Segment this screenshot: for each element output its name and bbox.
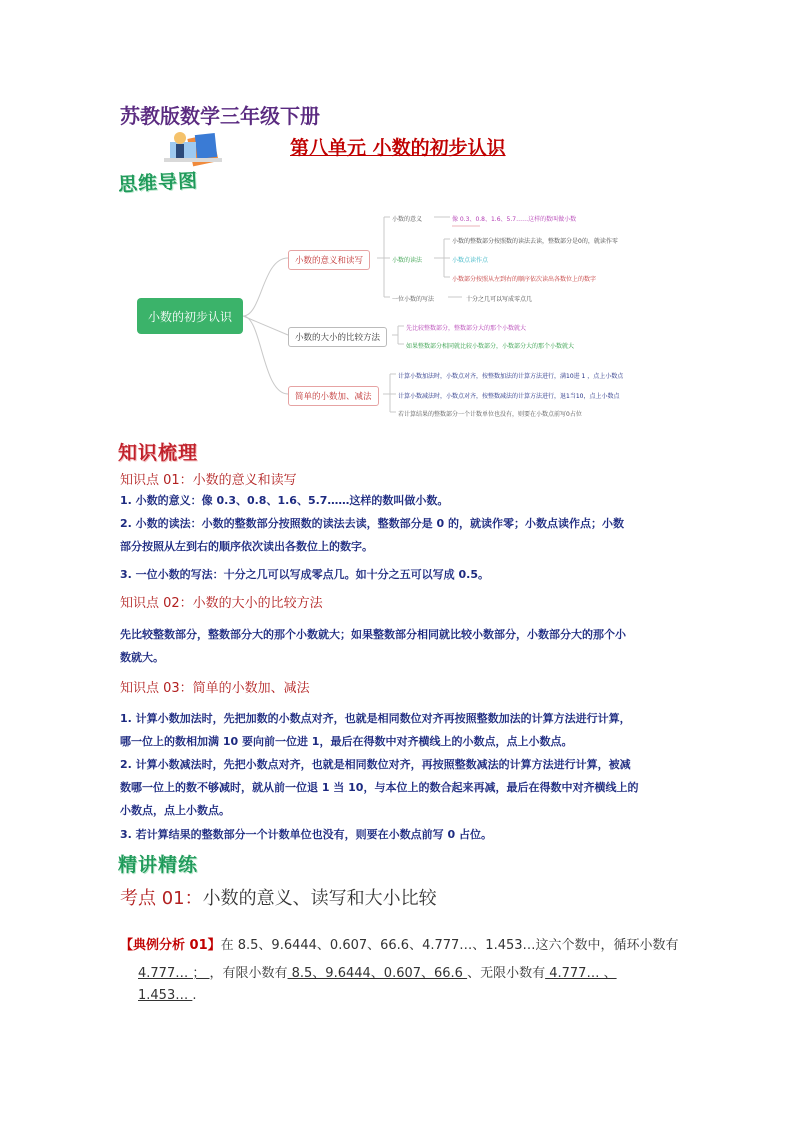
kp3-line-3: 2. 计算小数减法时，先把小数点对齐，也就是相同数位对齐，再按照整数减法的计算方法进行计算，被减 xyxy=(120,758,631,771)
example-tag: 【典例分析 01】 xyxy=(120,938,221,953)
mindmap-leaf-writing: 十分之几可以写成零点几 xyxy=(466,296,533,303)
kp3-line-1: 1. 计算小数加法时，先把加数的小数点对齐，也就是相同数位对齐再按照整数加法的计算方法进行计算， xyxy=(120,712,631,725)
example-line-2 xyxy=(138,962,617,981)
book-title: 苏教版数学三年级下册 xyxy=(120,104,320,128)
kp3-line-2: 哪一位上的数相加满 10 要向前一位进 1，最后在得数中对齐横线上的小数点，点上小数点。 xyxy=(120,735,573,748)
practice-section-tag: 精讲精练 xyxy=(118,854,199,876)
kp1-line-2: 2. 小数的读法：小数的整数部分按照数的读法去读，整数部分是 0 的，就读作零；小数点读作点；小数 xyxy=(120,517,624,530)
mindmap-root: 小数的初步认识 xyxy=(137,298,243,334)
mindmap-leaf-reading-2: 小数点读作点 xyxy=(452,257,489,264)
kp3-line-6: 3. 若计算结果的整数部分一个计数单位也没有，则要在小数点前写 0 占位。 xyxy=(120,828,492,841)
example-text: 在 8.5、9.6444、0.607、66.6、4.777…、1.453…这六个数中，循环小数有 xyxy=(220,938,679,953)
knowledge-section-tag: 知识梳理 xyxy=(118,442,199,464)
mindmap-leaf-compare-1: 先比较整数部分，整数部分大的那个小数就大 xyxy=(406,325,527,332)
answer-infinite-1: 4.777… 、 xyxy=(545,966,617,981)
mindmap-leaf-zero: 若计算结果的整数部分一个计数单位也没有，则要在小数点前写0占位 xyxy=(398,411,582,418)
kp3-line-5: 小数点，点上小数点。 xyxy=(120,804,230,817)
answer-infinite-2: 1.453… xyxy=(138,988,193,1003)
example-text-mid1: ，有限小数有 xyxy=(209,966,288,981)
kaodian-text: 小数的意义、读写和大小比较 xyxy=(202,888,437,909)
mindmap-branch-comparison: 小数的大小的比较方法 xyxy=(288,327,387,347)
mindmap-branch-add-sub: 简单的小数加、减法 xyxy=(288,386,379,406)
mindmap-leaf-reading-3: 小数部分按照从左到右的顺序依次读出各数位上的数字 xyxy=(452,276,597,283)
mindmap-section-tag: 思维导图 xyxy=(117,169,199,197)
knowledge-point-2-title: 知识点 02：小数的大小的比较方法 xyxy=(120,596,323,611)
kp2-line-1: 先比较整数部分，整数部分大的那个小数就大；如果整数部分相同就比较小数部分，小数部分大的那个小 xyxy=(120,628,626,641)
knowledge-point-3-title: 知识点 03：简单的小数加、减法 xyxy=(120,681,310,696)
example-line-3 xyxy=(138,988,197,1003)
example-line-1 xyxy=(120,934,679,953)
mindmap-branch-reading-writing: 小数的意义和读写 xyxy=(288,250,370,270)
mindmap-leaf-meaning: 像 0.3、0.8、1.6、5.7……这样的数叫做小数 xyxy=(452,216,577,223)
example-text-mid2: 、无限小数有 xyxy=(467,966,546,981)
mindmap-sub-reading: 小数的读法 xyxy=(392,257,423,264)
knowledge-point-1-title: 知识点 01：小数的意义和读写 xyxy=(120,473,297,488)
kp3-line-4: 数哪一位上的数不够减时，就从前一位退 1 当 10，与本位上的数合起来再减，最后在得数中对齐横线上的 xyxy=(120,781,639,794)
answer-repeating: 4.777… ； xyxy=(138,966,210,981)
mindmap-leaf-compare-2: 如果整数部分相同就比较小数部分，小数部分大的那个小数就大 xyxy=(406,343,575,350)
mindmap-sub-meaning: 小数的意义 xyxy=(392,216,423,223)
kp2-line-2: 数就大。 xyxy=(120,651,164,664)
kaodian-heading xyxy=(120,884,437,910)
kp1-line-1: 1. 小数的意义：像 0.3、0.8、1.6、5.7……这样的数叫做小数。 xyxy=(120,494,449,507)
example-end: . xyxy=(192,988,197,1003)
mindmap-sub-writing: 一位小数的写法 xyxy=(392,296,435,303)
mindmap-leaf-sub: 计算小数减法时，小数点对齐，按整数减法的计算方法进行，退1当10，点上小数点 xyxy=(398,393,620,400)
kaodian-label: 考点 01： xyxy=(120,888,203,909)
mindmap-leaf-reading-1: 小数的整数部分按照数的读法去读，整数部分是0的，就读作零 xyxy=(452,238,618,245)
answer-finite: 8.5、9.6444、0.607、66.6 xyxy=(287,966,468,981)
mindmap-leaf-add: 计算小数加法时，小数点对齐，按整数加法的计算方法进行，满10进 1 ，点上小数点 xyxy=(398,373,624,380)
kp1-line-4: 3. 一位小数的写法：十分之几可以写成零点几。如十分之五可以写成 0.5。 xyxy=(120,568,489,581)
unit-title: 第八单元 小数的初步认识 xyxy=(290,137,506,159)
kp1-line-3: 部分按照从左到右的顺序依次读出各数位上的数字。 xyxy=(120,540,373,553)
